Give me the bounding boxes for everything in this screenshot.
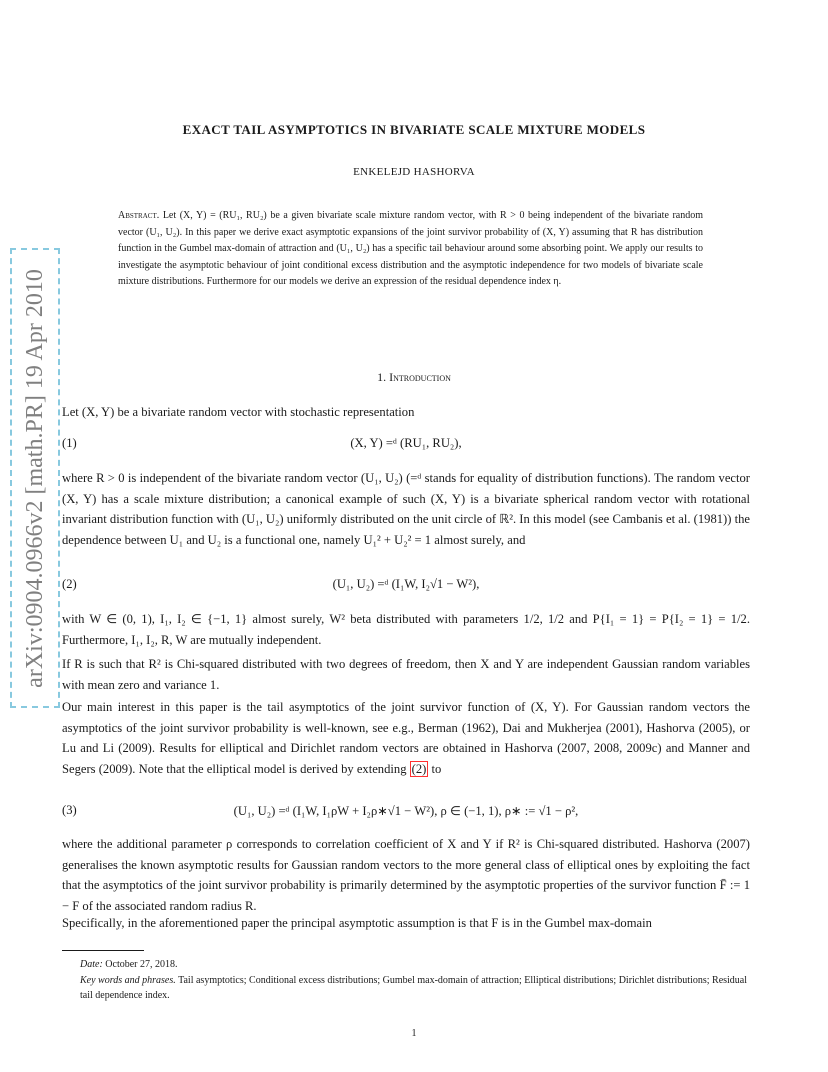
paragraph-5 [62,697,750,779]
equation-3-number: (3) [62,803,77,817]
paragraph-6: where the additional parameter ρ corresponds to correlation coefficient of X and Y if R² is Chi-squared distributed. Hashorva (2007) generalises the known asymptotic results for Gaussian random vectors to the more general class of elliptical ones by exploiting the fact that the asymptotics of the joint survivor probability is primarily determined by the asymptotic properties of the survivor function F̄ := 1 − F of the associated random radius R. [62,837,750,913]
equation-2-body: (U₁, U₂) =ᵈ (I₁W, I₂√1 − W²), [332,577,480,591]
section-title-text: Introduction [389,370,451,384]
abstract [118,208,703,291]
section-heading [0,370,828,385]
paragraph-3: with W ∈ (0, 1), I₁, I₂ ∈ {−1, 1} almost surely, W² beta distributed with parameters 1/2, 1/2 and P{I₁ = 1} = P{I₂ = 1} = 1/2. Furthermore, I₁, I₂, R, W are mutually independent. [62,612,750,647]
paragraph-2: where R > 0 is independent of the bivariate random vector (U₁, U₂) (=ᵈ stands for equality of distribution functions). The random vector (X, Y) has a scale mixture distribution; a canonical example of such (X, Y) is a bivariate spherical random vector with rotational invariant distribution function with (U₁, U₂) uniformly distributed on the unit circle of ℝ². In this model (see Cambanis et al. (1981)) the dependence between U₁ and U₂ is a functional one, namely U₁² + U₂² = 1 almost surely, and [62,471,750,547]
paper-title: EXACT TAIL ASYMPTOTICS IN BIVARIATE SCALE MIXTURE MODELS [182,122,646,137]
page-number: 1 [411,1028,417,1039]
paragraph-7: Specifically, in the aforementioned paper the principal asymptotic assumption is that F is in the Gumbel max-domain [62,916,652,930]
paragraph-1: Let (X, Y) be a bivariate random vector with stochastic representation [62,405,415,419]
equation-3 [62,803,750,823]
author-name: ENKELEJD HASHORVA [353,166,475,178]
equation-1 [62,436,750,456]
abstract-text: Let (X, Y) = (RU₁, RU₂) be a given bivariate scale mixture random vector, with R > 0 being independent of the bivariate random vector (U₁, U₂). In this paper we derive exact asymptotic expansions of the joint survivor probability of (X, Y) assuming that R has distribution function in the Gumbel max-domain of attraction and (U₁, U₂) has a specific tail behaviour around some absorbing point. We apply our results to investigate the asymptotic behaviour of joint conditional excess distribution and the asymptotic independence for two models of bivariate scale mixture distributions. Furthermore for our models we derive an expression of the residual dependence index η. [118,210,703,288]
equation-2-link[interactable]: (2) [411,761,427,776]
arxiv-identifier-stamp[interactable] [10,248,60,708]
keywords-text: Tail asymptotics; Conditional excess distributions; Gumbel max-domain of attraction; Elliptical distributions; Dirichlet distributions; Residual tail dependence index. [80,974,748,1001]
paragraph-4: If R is such that R² is Chi-squared distributed with two degrees of freedom, then X and Y are independent Gaussian random variables with mean zero and variance 1. [62,657,750,692]
equation-2-number: (2) [62,577,77,591]
keywords-footnote [62,973,752,1004]
abstract-label: Abstract. [118,210,160,221]
date-label: Date: [80,959,103,970]
equation-1-number: (1) [62,436,77,450]
arxiv-identifier-text: arXiv:0904.0966v2 [math.PR] 19 Apr 2010 [21,268,48,688]
paragraph-5-tail: to [428,761,442,776]
keywords-label: Key words and phrases. [80,974,176,986]
footnotes [62,957,752,1004]
date-footnote [62,957,752,973]
footnote-divider [62,950,144,951]
section-number: 1. [377,370,387,384]
equation-3-body: (U₁, U₂) =ᵈ (I₁W, I₁ρW + I₂ρ∗√1 − W²), ρ ∈ (−1, 1), ρ∗ := √1 − ρ², [233,804,579,818]
equation-1-body: (X, Y) =ᵈ (RU₁, RU₂), [350,436,462,450]
paragraph-5-text: Our main interest in this paper is the tail asymptotics of the joint survivor function of (X, Y). For Gaussian random vectors the asymptotics of the joint survivor probability is well-known, see e.g., Berman (1962), Dai and Mukherjea (2001), Hashorva (2005), or Lu and Li (2009). Results for elliptical and Dirichlet random vectors are obtained in Hashorva (2007, 2008, 2009c) and Manner and Segers (2009). Note that the elliptical model is derived by extending [62,700,750,776]
date-value: October 27, 2018. [105,959,178,970]
equation-2 [62,577,750,597]
